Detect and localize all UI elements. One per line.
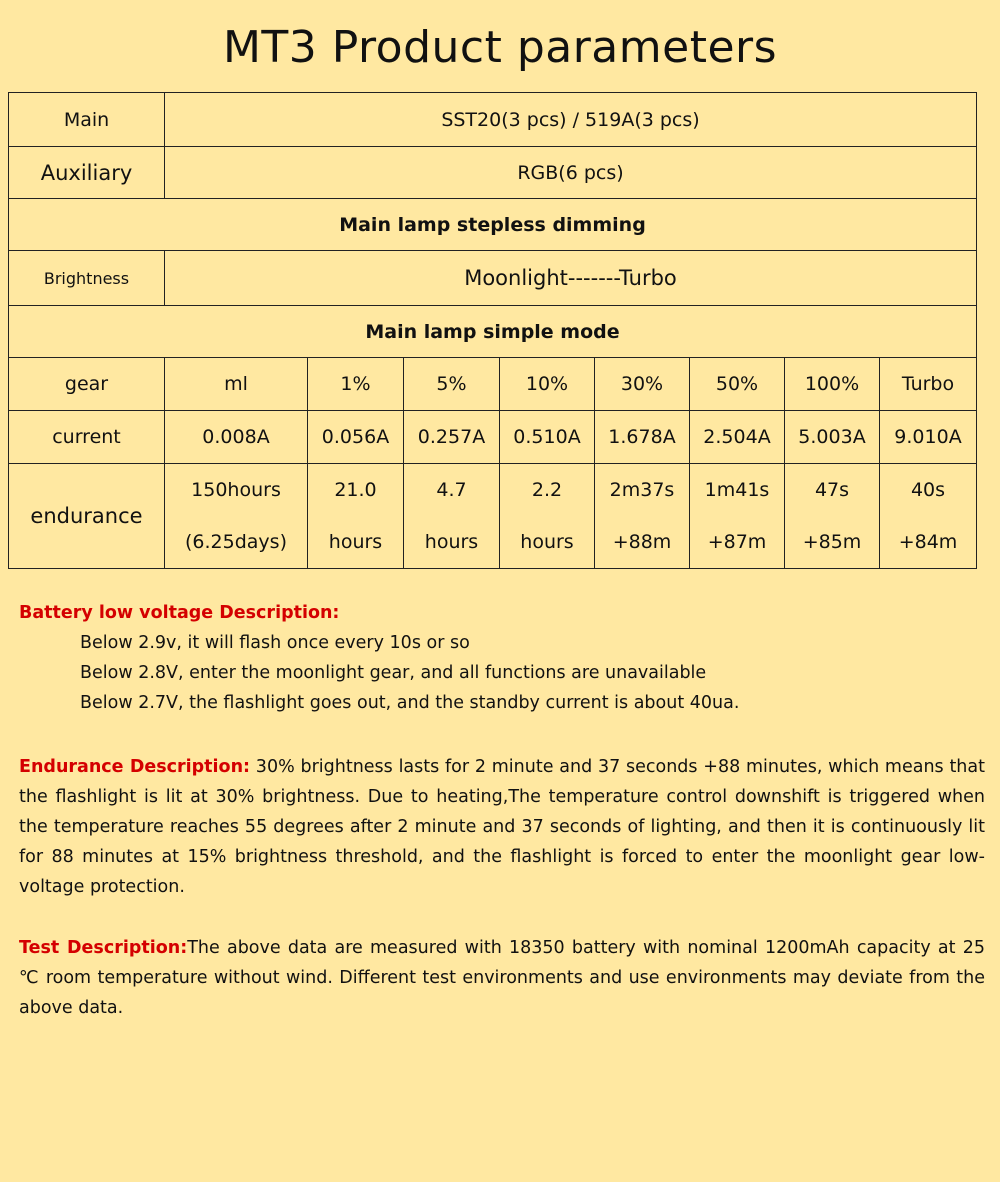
current-cell: 2.504A — [690, 411, 785, 464]
gear-cell: 50% — [690, 358, 785, 411]
gear-cell: ml — [165, 358, 308, 411]
test-heading: Test Description: — [19, 938, 188, 958]
battery-heading: Battery low voltage Description: — [19, 603, 340, 623]
endurance-section — [19, 752, 985, 902]
stepless-heading-row — [9, 199, 977, 251]
endurance-cell — [308, 464, 404, 569]
parameters-table — [8, 92, 977, 569]
simple-mode-heading-row — [9, 306, 977, 358]
main-label: Main — [9, 93, 165, 147]
endurance-cell — [404, 464, 500, 569]
test-text: The above data are measured with 18350 battery with nominal 1200mAh capacity at 25 ℃ room temperature without wind. Different test environments and use environments may deviate from the above data. — [19, 938, 985, 1018]
gear-cell: Turbo — [880, 358, 977, 411]
current-label: current — [9, 411, 165, 464]
current-cell: 0.257A — [404, 411, 500, 464]
stepless-heading: Main lamp stepless dimming — [9, 199, 977, 251]
gear-cell: 10% — [500, 358, 595, 411]
endurance-row — [9, 464, 977, 569]
brightness-row — [9, 251, 977, 306]
endurance-bottom: hours — [328, 531, 383, 553]
endurance-bottom: hours — [520, 531, 574, 553]
endurance-top: 47s — [814, 479, 850, 501]
gear-cell: 1% — [308, 358, 404, 411]
current-cell: 9.010A — [880, 411, 977, 464]
endurance-cell — [880, 464, 977, 569]
battery-line: Below 2.9v, it will flash once every 10s or so — [80, 633, 470, 653]
battery-line: Below 2.7V, the flashlight goes out, and the standby current is about 40ua. — [80, 693, 740, 713]
gear-row — [9, 358, 977, 411]
endurance-cell — [690, 464, 785, 569]
auxiliary-label: Auxiliary — [9, 147, 165, 199]
endurance-bottom: +87m — [707, 531, 767, 553]
endurance-bottom: hours — [424, 531, 479, 553]
endurance-bottom: +84m — [898, 531, 958, 553]
gear-cell: 30% — [595, 358, 690, 411]
brightness-value: Moonlight-------Turbo — [165, 251, 977, 306]
current-cell: 1.678A — [595, 411, 690, 464]
endurance-top: 21.0 — [334, 479, 377, 501]
gear-cell: 5% — [404, 358, 500, 411]
endurance-top: 1m41s — [704, 479, 770, 501]
endurance-cell — [500, 464, 595, 569]
battery-section — [19, 598, 985, 718]
endurance-bottom: (6.25days) — [185, 531, 287, 553]
current-row — [9, 411, 977, 464]
endurance-bottom: +85m — [802, 531, 862, 553]
endurance-top: 150hours — [191, 479, 281, 501]
page-title: MT3 Product parameters — [222, 22, 778, 73]
endurance-cell — [785, 464, 880, 569]
current-cell: 5.003A — [785, 411, 880, 464]
endurance-cell — [165, 464, 308, 569]
gear-label: gear — [9, 358, 165, 411]
endurance-top: 2.2 — [531, 479, 563, 501]
main-led-row — [9, 93, 977, 147]
gear-cell: 100% — [785, 358, 880, 411]
endurance-text: 30% brightness lasts for 2 minute and 37 seconds +88 minutes, which means that the flashlight is lit at 30% brightness. Due to heating,The temperature control downshift is triggered when the temperature reaches 55 degrees after 2 minute and 37 seconds of lighting, and then it is continuously lit for 88 minutes at 15% brightness threshold, and the flashlight is forced to enter the moonlight gear low-voltage protection. — [19, 757, 985, 897]
current-cell: 0.008A — [165, 411, 308, 464]
main-value: SST20(3 pcs) / 519A(3 pcs) — [165, 93, 977, 147]
auxiliary-value: RGB(6 pcs) — [165, 147, 977, 199]
auxiliary-row — [9, 147, 977, 199]
battery-line: Below 2.8V, enter the moonlight gear, and all functions are unavailable — [80, 663, 707, 683]
current-cell: 0.510A — [500, 411, 595, 464]
simple-mode-heading: Main lamp simple mode — [9, 306, 977, 358]
endurance-label: endurance — [9, 464, 165, 569]
endurance-top: 2m37s — [609, 479, 675, 501]
endurance-heading: Endurance Description: — [19, 757, 251, 777]
endurance-cell — [595, 464, 690, 569]
endurance-top: 4.7 — [436, 479, 467, 501]
brightness-label: Brightness — [9, 251, 165, 306]
endurance-top: 40s — [910, 479, 946, 501]
current-cell: 0.056A — [308, 411, 404, 464]
endurance-bottom: +88m — [612, 531, 672, 553]
test-section — [19, 933, 985, 1023]
